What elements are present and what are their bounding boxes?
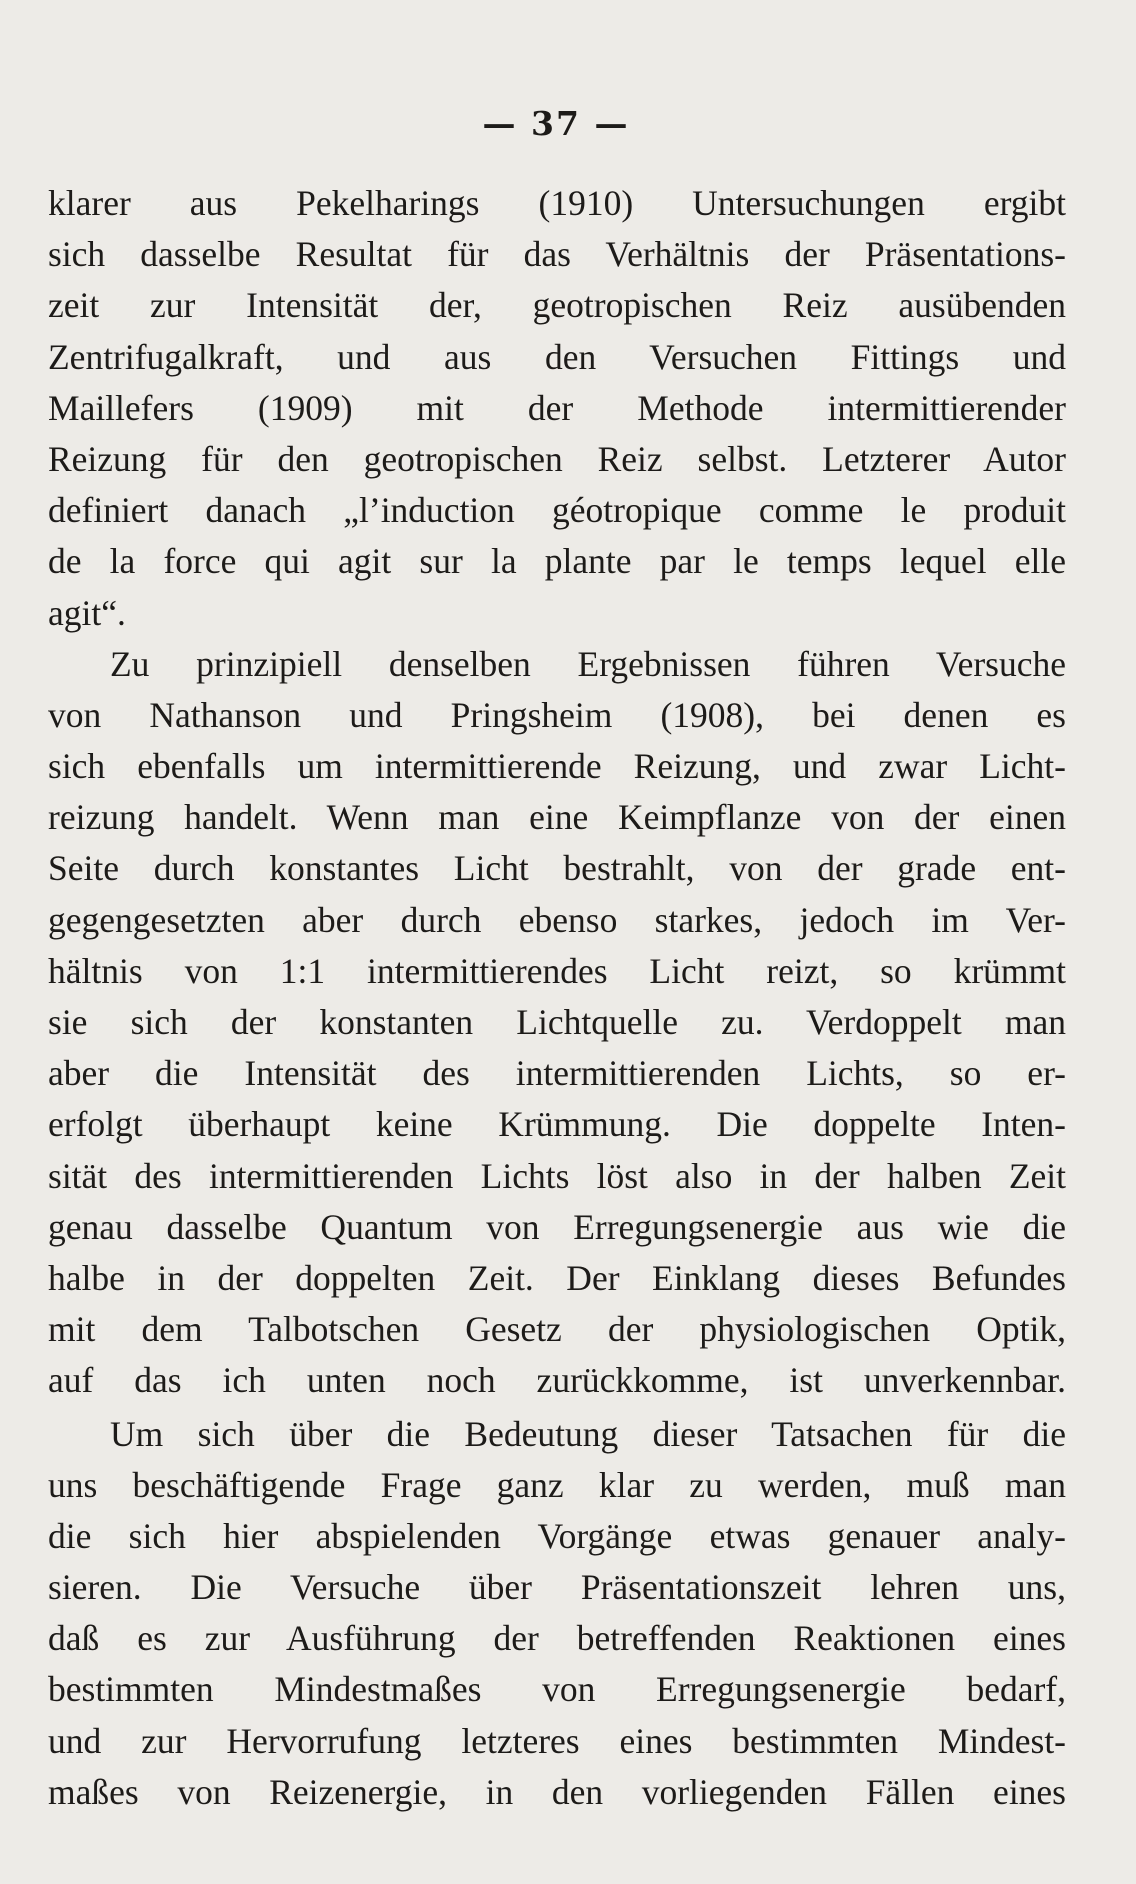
text-line: maßes von Reizenergie, in den vorliegenden Fällen eines xyxy=(48,1771,1066,1812)
text-line: sich dasselbe Resultat für das Verhältnis der Präsentations- xyxy=(48,234,1066,275)
body-text xyxy=(48,178,1066,1818)
text-line: genau dasselbe Quantum von Erregungsenergie aus wie die xyxy=(48,1206,1066,1247)
text-line: agit“. xyxy=(48,592,126,633)
text-line: hältnis von 1:1 intermittierendes Licht reizt, so krümmt xyxy=(48,950,1066,991)
text-line: Maillefers (1909) mit der Methode intermittierender xyxy=(48,387,1066,428)
text-line: halbe in der doppelten Zeit. Der Einklang dieses Befundes xyxy=(48,1257,1066,1298)
text-line: sich ebenfalls um intermittierende Reizung, und zwar Licht- xyxy=(48,746,1066,787)
text-line: definiert danach „l’induction géotropique comme le produit xyxy=(48,490,1066,531)
text-line: reizung handelt. Wenn man eine Keimpflanze von der einen xyxy=(48,797,1066,838)
page-number: — 37 — xyxy=(482,104,630,143)
text-line: Zentrifugalkraft, und aus den Versuchen Fittings und xyxy=(48,336,1066,377)
text-line: die sich hier abspielenden Vorgänge etwas genauer analy- xyxy=(48,1515,1066,1556)
text-line: sieren. Die Versuche über Präsentationszeit lehren uns, xyxy=(48,1567,1066,1608)
text-line: uns beschäftigende Frage ganz klar zu werden, muß man xyxy=(48,1464,1066,1505)
text-line: gegengesetzten aber durch ebenso starkes, jedoch im Ver- xyxy=(48,899,1066,940)
paragraph-3 xyxy=(48,1409,1066,1819)
text-line: aber die Intensität des intermittierenden Lichts, so er- xyxy=(48,1053,1066,1094)
text-line: Zu prinzipiell denselben Ergebnissen führen Versuche xyxy=(110,643,1066,684)
paragraph-1 xyxy=(48,178,1066,639)
text-line: sität des intermittierenden Lichts löst also in der halben Zeit xyxy=(48,1155,1066,1196)
text-line: bestimmten Mindestmaßes von Erregungsenergie bedarf, xyxy=(48,1669,1066,1710)
text-line: mit dem Talbotschen Gesetz der physiologischen Optik, xyxy=(48,1309,1066,1350)
paragraph-2 xyxy=(48,639,1066,1407)
text-line: Seite durch konstantes Licht bestrahlt, von der grade ent- xyxy=(48,848,1066,889)
text-line: daß es zur Ausführung der betreffenden Reaktionen eines xyxy=(48,1618,1066,1659)
text-line: zeit zur Intensität der, geotropischen Reiz ausübenden xyxy=(48,285,1066,326)
text-line: sie sich der konstanten Lichtquelle zu. Verdoppelt man xyxy=(48,1002,1066,1042)
text-line: und zur Hervorrufung letzteres eines bestimmten Mindest- xyxy=(48,1720,1066,1761)
text-line: auf das ich unten noch zurückkomme, ist unverkennbar. xyxy=(48,1360,1066,1401)
text-line: klarer aus Pekelharings (1910) Untersuchungen ergibt xyxy=(48,183,1066,223)
text-line: de la force qui agit sur la plante par le temps lequel elle xyxy=(48,541,1066,582)
text-line: erfolgt überhaupt keine Krümmung. Die doppelte Inten- xyxy=(48,1104,1066,1145)
text-line: Reizung für den geotropischen Reiz selbst. Letzterer Autor xyxy=(48,438,1066,479)
text-line: von Nathanson und Pringsheim (1908), bei denen es xyxy=(48,694,1066,735)
text-line: Um sich über die Bedeutung dieser Tatsachen für die xyxy=(110,1413,1066,1454)
